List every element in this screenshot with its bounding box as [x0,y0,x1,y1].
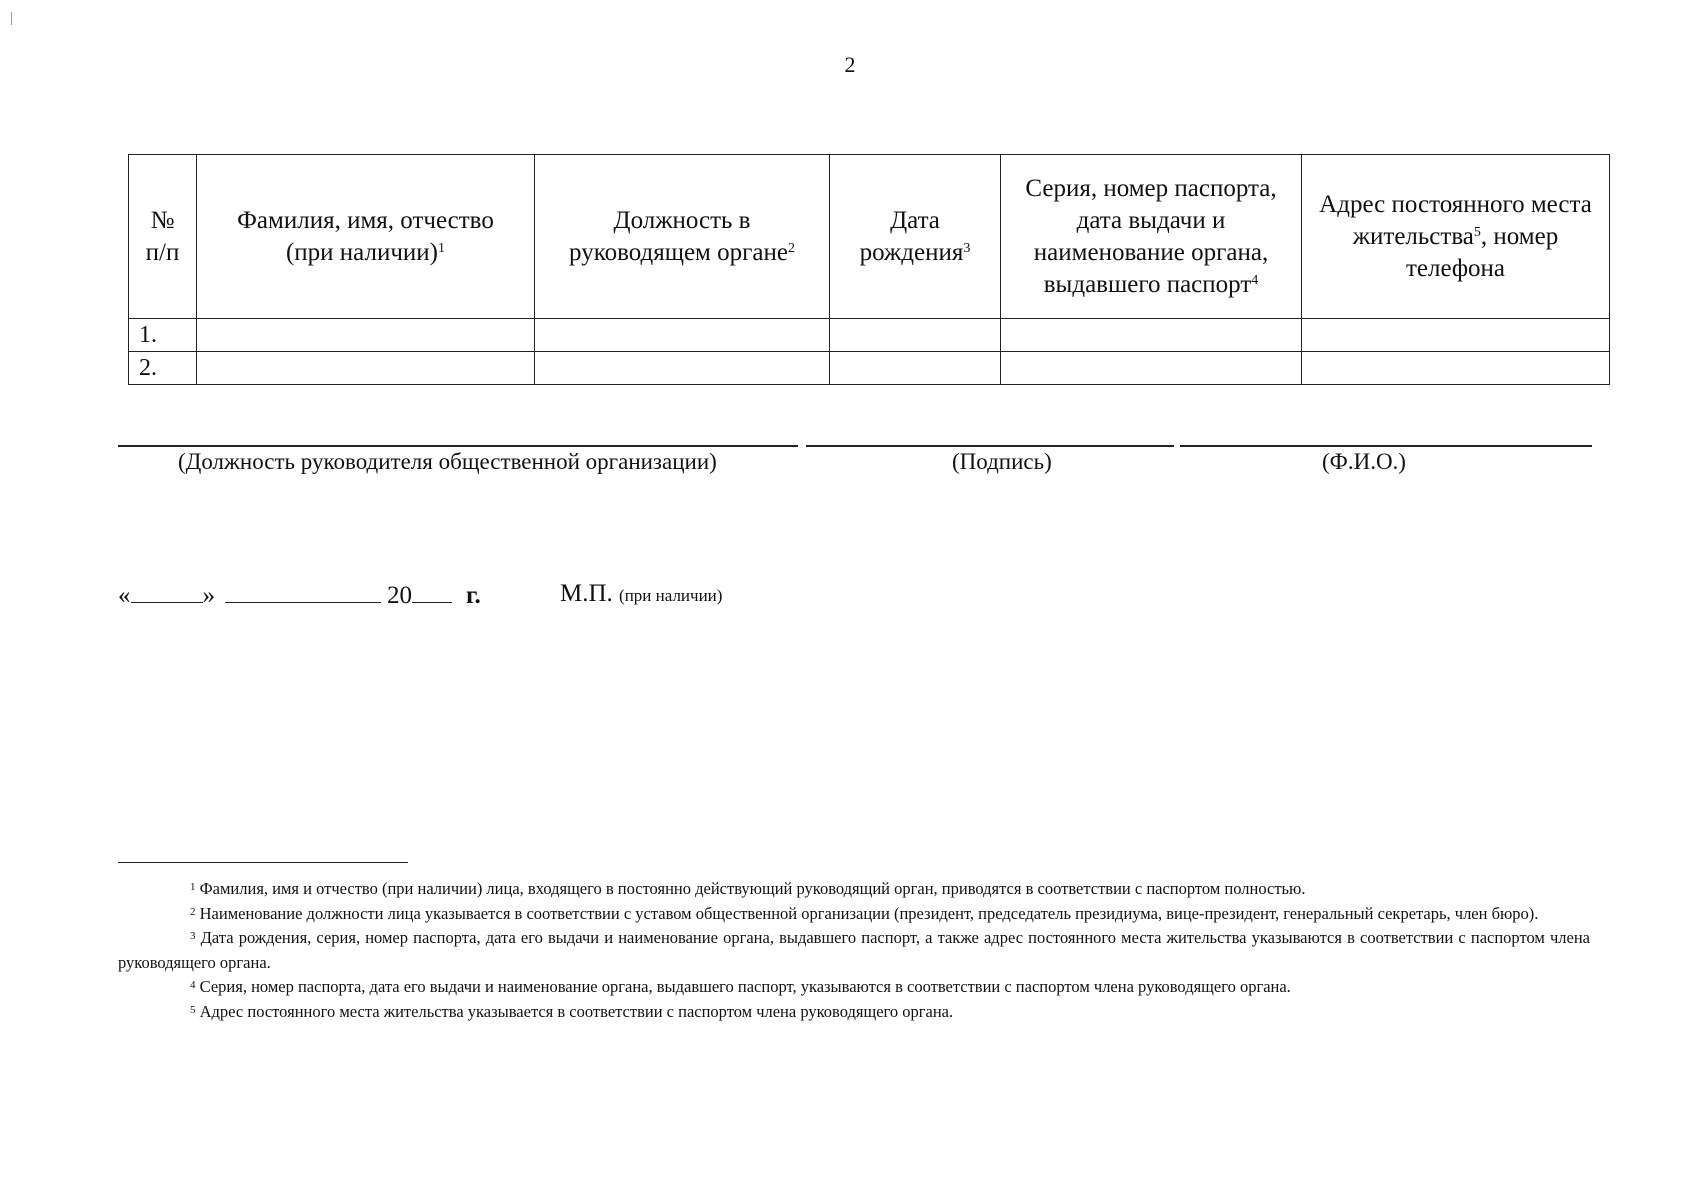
date-close-quote: » [202,582,215,609]
row-number: 1. [129,319,197,352]
header-birth-date: Дата рождения$^3$ [830,155,1001,319]
position-cell[interactable] [535,352,830,385]
footnote: $^3$ Дата рождения, серия, номер паспорта, дата его выдачи и наименование органа, выдавшего паспорт, а также адрес постоянного места жительства указываются в соответствии с паспортом члена руководящего органа. [118,928,1591,972]
footnote-number: 4 [190,979,196,991]
date-field [118,580,481,610]
header-address: Адрес постоянного места жительства$^5$, номер телефона [1302,155,1610,319]
day-blank[interactable] [131,580,203,603]
position-cell[interactable] [535,319,830,352]
passport-cell[interactable] [1001,319,1302,352]
signature-line[interactable] [806,445,1174,447]
header-passport: Серия, номер паспорта, дата выдачи и наименование органа, выдавшего паспорт$^4$ [1001,155,1302,319]
header-position: Должность в руководящем органе$^2$ [535,155,830,319]
name-caption: (Ф.И.О.) [1322,449,1406,474]
footnote-ref: 2 [787,240,795,256]
header-full-name: Фамилия, имя, отчество (при наличии)$^1$ [197,155,535,319]
year-prefix: 20 [387,582,412,609]
header-number: № п/п [129,155,197,319]
full-name-cell[interactable] [197,352,535,385]
stamp-place [560,580,722,608]
passport-cell[interactable] [1001,352,1302,385]
date-open-quote: « [118,582,131,609]
page-number: 2 [844,52,856,77]
stamp-note: (при наличии) [619,586,723,605]
birth-date-cell[interactable] [830,319,1001,352]
footnote-number: 2 [190,905,196,918]
footnote-ref: 4 [1251,272,1259,288]
table-header-row [129,155,1610,319]
month-blank[interactable] [225,580,381,603]
footnote: $^1$ Фамилия, имя и отчество (при наличии) лица, входящего в постоянно действующий руководящий орган, приводятся в соответствии с паспортом полностью. [190,879,1306,898]
table-row [129,319,1610,352]
footnote-separator [118,862,408,863]
year-suffix: г. [466,582,481,609]
governing-body-members-table [128,154,1610,385]
scan-corner-mark [11,12,12,25]
footnote: $^2$ Наименование должности лица указывается в соответствии с уставом общественной организации (президент, председатель президиума, вице-президент, генеральный секретарь, член бюро). [190,903,1539,923]
position-signature-line[interactable] [118,445,798,447]
footnote-ref: 5 [1473,224,1481,240]
footnote-number: 5 [190,1003,196,1016]
footnote: $^5$ Адрес постоянного места жительства указывается в соответствии с паспортом члена руководящего органа. [190,1001,954,1021]
year-blank[interactable] [412,580,452,603]
footnote-number: 3 [190,930,196,942]
stamp-label: М.П. [560,580,613,607]
footnote-number: 1 [190,881,196,893]
footnote: $^4$ Серия, номер паспорта, дата его выдачи и наименование органа, выдавшего паспорт, указываются в соответствии с паспортом члена руководящего органа. [190,977,1291,996]
table-row [129,352,1610,385]
name-signature-line[interactable] [1180,445,1592,447]
footnote-ref: 1 [438,240,446,256]
birth-date-cell[interactable] [830,352,1001,385]
footnote-ref: 3 [963,240,971,256]
signature-caption: (Подпись) [952,449,1052,474]
address-cell[interactable] [1302,319,1610,352]
row-number: 2. [129,352,197,385]
address-cell[interactable] [1302,352,1610,385]
position-caption: (Должность руководителя общественной организации) [178,449,717,474]
full-name-cell[interactable] [197,319,535,352]
footnotes [118,877,1590,1024]
